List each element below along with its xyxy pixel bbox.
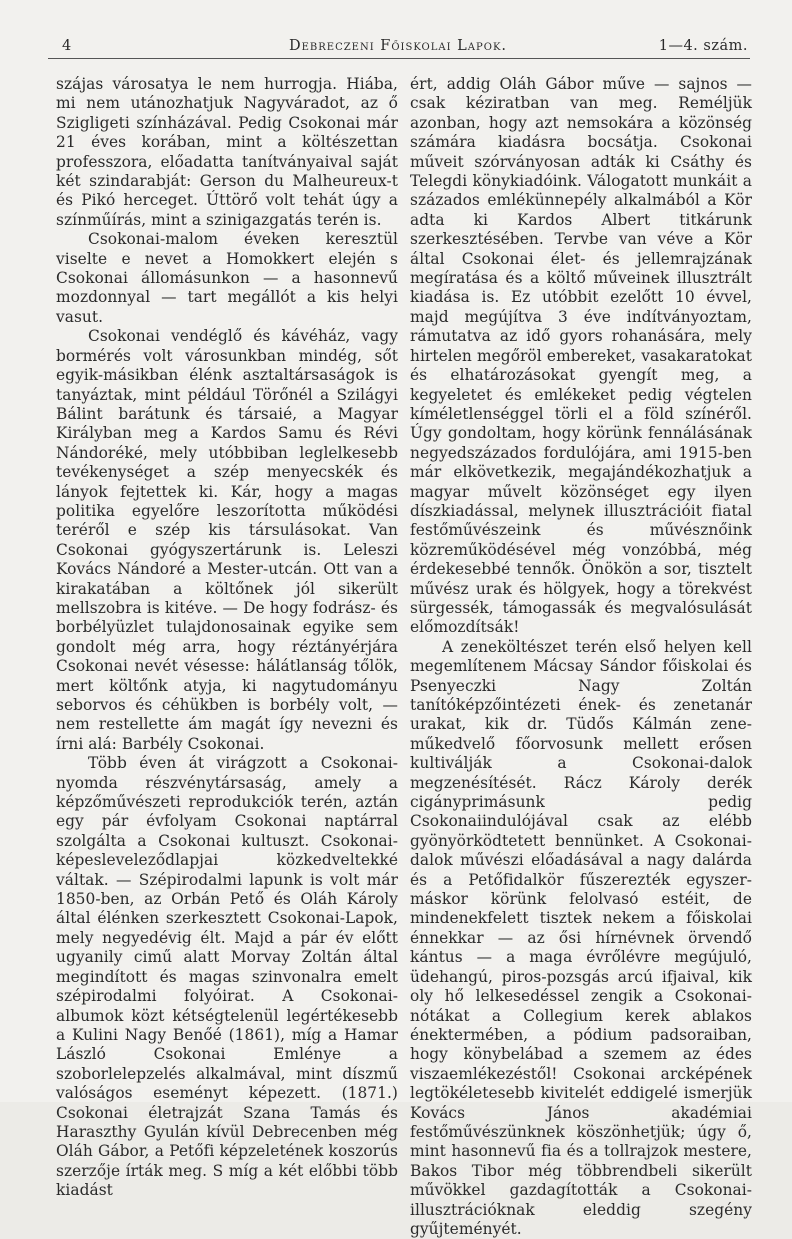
left-column bbox=[56, 75, 398, 1201]
paragraph: szájas városatya le nem hurrogja. Hiába, mi nem utánozhatjuk Nagyváradot, az ő Szigligeti színházával. Pedig Csokonai már 21 éves korában, mint a költészettan professzora, előadatta tanítványaival saját két szindarabját: Gerson du Malheureux-t és Pikó herceget. Úttörő volt tehát úgy a színműírás, mint a szinigazgatás terén is. bbox=[56, 75, 398, 229]
page-number: 4 bbox=[62, 38, 72, 54]
running-header bbox=[48, 36, 748, 58]
paragraph: Több éven át virágzott a Csokonai-nyomda részvénytársaság, amely a képzőművészeti reprodukciók terén, aztán egy pár évfolyam Csokonai naptárral szolgálta a Csokonai kultuszt. Csokonai-képesleveleződlapjai közkedveltekké váltak. — Szépirodalmi lapunk is volt már 1850-ben, az Orbán Pető és Oláh Károly által élénken szerkesztett Csokonai-Lapok, mely negyedévig élt. Majd a pár év előtt ugyanily cimű alatt Morvay Zoltán által megindított és magas szinvonalra emelt szépirodalmi folyóirat. A Csokonai-albumok közt kétségtelenül legértékesebb a Kulini Nagy Benőé (1861), míg a Hamar László Csokonai Emlénye a szoborlelepzelés alkalmával, mint díszmű valóságos eseményt képezett. (1871.) Csokonai életrajzát Szana Tamás és Haraszthy Gyulán kívül Debrecenben még Oláh Gábor, a Petőfi képzeletének koszorús szerzője írták meg. S míg a két előbbi több kiadást bbox=[56, 754, 398, 1200]
paragraph: A zeneköltészet terén első helyen kell megemlítenem Mácsay Sándor főiskolai és Psenyeczki Nagy Zoltán tanítóképzőintézeti ének- és zenetanár urakat, kik dr. Tüdős Kálmán zene-műkedvelő főorvosunk mellett erősen kultiválják a Csokonai-dalok megzenésítését. Rácz Károly derék cigányprimásunk pedig Csokonaiindulójával csak az elébb gyönyörködtetett bennünket. A Csokonai-dalok művészi előadásával a nagy dalárda és a Petőfidalkör fűszerezték egyszer-máskor körünk felolvasó estéit, de mindenekfelett tisztek nekem a főiskolai énnekkar — az ősi hírnévnek örvendő kántus — a maga évrőlévre megújuló, üdehangú, piros-pozsgás arcú ifjaival, kik oly hő lelkesedéssel zengik a Csokonai-nótákat a Collegium kerek ablakos énektermében, a pódium padsoraiban, hogy könybelábad a szemem az édes viszaemlékezéstől! Csokonai arcképének legtökéletesebb kivitelét eddigelé ismerjük Kovács János akadémiai festőművészünknek köszönhetjük; úgy ő, mint hasonnevű fia és a tollrajzok mestere, Bakos Tibor még többrendbeli sikerült művökkel gazdagították a Csokonai-illusztrációknak eleddig szegény gyűjteményét. bbox=[410, 637, 752, 1238]
right-column bbox=[410, 75, 752, 1239]
paragraph: ért, addig Oláh Gábor műve — sajnos — csak kéziratban van meg. Reméljük azonban, hogy azt nemsokára a közönség számára kiadásra bocsátja. Csokonai műveit szórványosan adták ki Csáthy és Telegdi könykiadóink. Válogatott munkáit a százados emlékünnepély alkalmából a Kör adta ki Kardos Albert titkárunk szerkesztésében. Tervbe van véve a Kör által Csokonai élet- és jellemrajzának megíratása és a költő műveinek illusztrált kiadása is. Ez utóbbit ezelőtt 10 évvel, majd megújítva 3 éve indítványoztam, rámutatva az idő gyors rohanására, mely hirtelen megőröl embereket, vasakaratokat és elhatározásokat gyengít meg, a kegyeletet és emlékeket pedig végtelen kíméletlenséggel törli el a föld színéről. Úgy gondoltam, hogy körünk fennálásának negyedszázados fordulójára, ami 1915-ben már elkövetkezik, megajándékozhatjuk a magyar művelt közönséget egy ilyen díszkiadással, melynek illusztrációit fiatal festőművészeink és művésznőink közreműködésével még vonzóbbá, még érdekesebbé tennők. Önökön a sor, tisztelt művész urak és hölgyek, hogy a törekvést sürgessék, támogassák és megvalósulását előmozdítsák! bbox=[410, 75, 752, 637]
paragraph: Csokonai-malom éveken keresztül viselte e nevet a Homokkert elején s Csokonai állomásunkon — a hasonnevű mozdonnyal — tart megállót a kis helyi vasut. bbox=[56, 230, 398, 326]
header-rule bbox=[48, 58, 750, 59]
issue-number: 1—4. szám. bbox=[658, 38, 748, 54]
paragraph: Csokonai vendéglő és kávéház, vagy bormérés volt városunkban mindég, sőt egyik-másikban élénk asztaltársaságok is tanyáztak, mint például Törőnél a Szilágyi Bálint barátunk és társaié, a Magyar Királyban meg a Kardos Samu és Révi Nándoréké, mely utóbbiban leglelkesebb tevékenységet a szép menyecskék és lányok fejtettek ki. Kár, hogy a magas politika egyelőre leszorította működési teréről e szép kis társulásokat. Van Csokonai gyógyszertárunk is. Leleszi Kovács Nándoré a Mester-utcán. Ott van a kirakatában a költőnek jól sikerült mellszobra is kitéve. — De hogy fodrász- és borbélyüzlet tulajdonosainak egyike sem gondolt még arra, hogy réztányérjára Csokonai nevét vésesse: hálátlanság tőlök, mert költőnk atyja, ki nagytudományu seborvos és céhükben is borbély volt, — nem restellette ám magát így nevezni és írni alá: Barbély Csokonai. bbox=[56, 327, 398, 753]
journal-title: Debreczeni Főiskolai Lapok. bbox=[288, 38, 508, 54]
